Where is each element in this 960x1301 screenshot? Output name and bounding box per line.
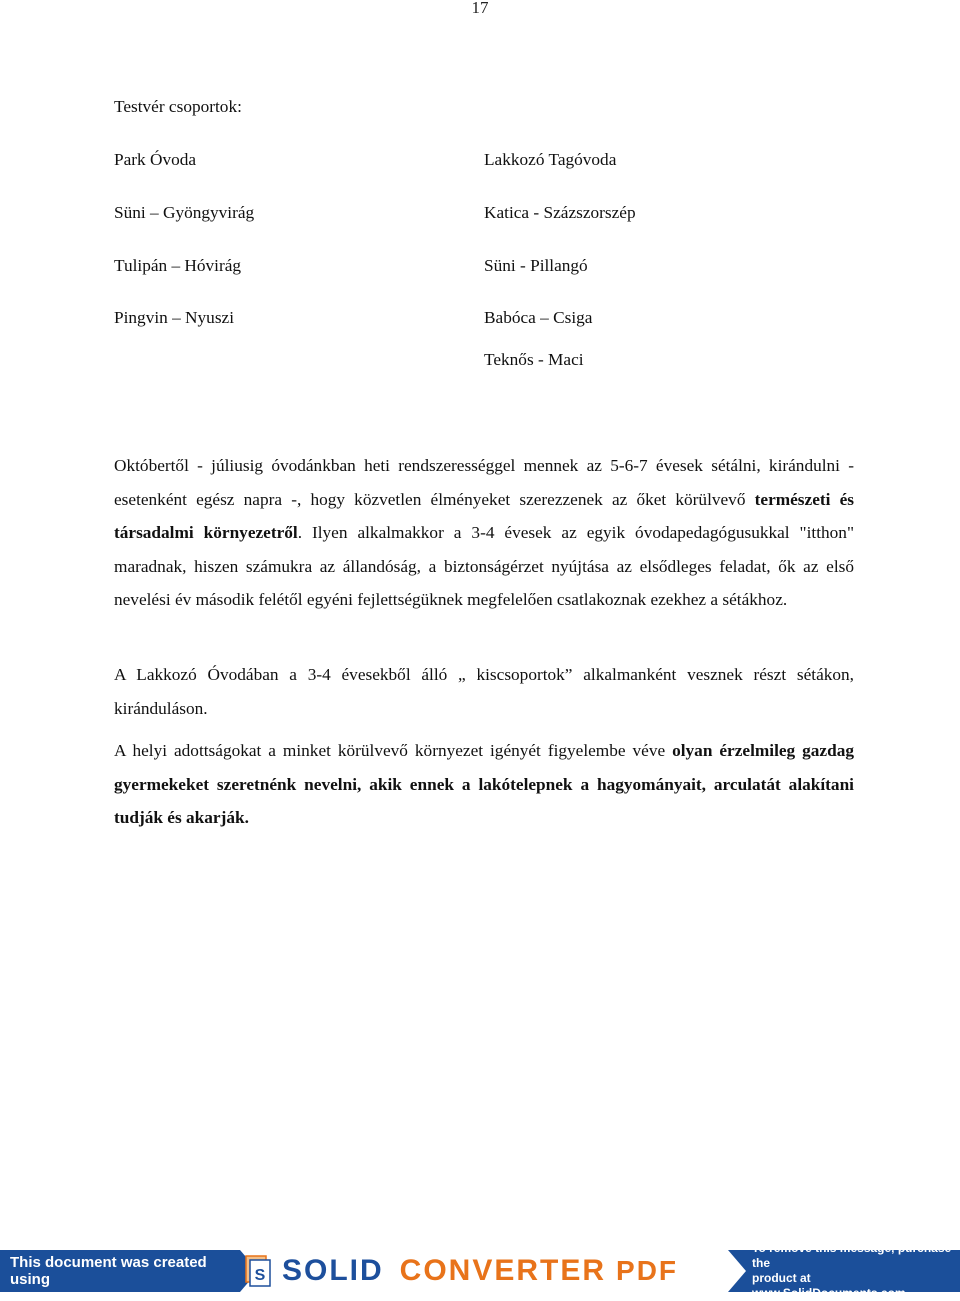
solid-logo-icon [244, 1254, 272, 1288]
paragraph-goals [114, 734, 854, 835]
pair-left-3: Tulipán – Hóvirág [114, 256, 242, 275]
footer-banner[interactable] [0, 1241, 960, 1300]
pair-right-1: Lakkozó Tagóvoda [484, 150, 617, 169]
paragraph-excursions-text-a: Októbertől - júliusig óvodánkban heti rendszerességgel mennek az 5-6-7 évesek sétálni, kirándulni - esetenként egész napra -, hogy közvetlen élményeket szerezzenek az őket körülvevő [114, 456, 854, 509]
paragraph-excursions [114, 449, 854, 617]
paragraph-goals-bold: olyan érzelmileg gazdag gyermekeket szeretnénk nevelni, akik ennek a lakótelepnek a hagyományait, arculatát alakítani tudják és akarják. [114, 741, 854, 827]
svg-text:S: S [254, 1267, 266, 1284]
pair-right-3: Süni - Pillangó [484, 256, 588, 275]
brand-pdf: PDF [616, 1255, 679, 1286]
pair-left-1: Park Óvoda [114, 150, 197, 169]
brand-solid: SOLID [282, 1254, 384, 1287]
pair-left-2: Süni – Gyöngyvirág [114, 203, 255, 222]
purchase-message[interactable] [728, 1241, 960, 1300]
paragraph-excursions-text-b: . Ilyen alkalmakkor a 3-4 évesek az egyik óvodapedagógusukkal "itthon" maradnak, hiszen számukra az állandóság, a biztonságérzet nyújtása az elsődleges feladat, ők az első nevelési év második felétől egyéni fejlettségüknek megfelelően csatlakoznak ezekhez a sétákhoz. [114, 523, 854, 609]
paragraph-excursions-bold: természeti és társadalmi környezetről [114, 489, 854, 542]
page-number: 17 [471, 0, 489, 17]
pair-right-4: Babóca – Csiga [484, 308, 593, 327]
paragraph-goals-text: A helyi adottságokat a minket körülvevő környezet igényét figyelembe véve [114, 741, 673, 760]
footer-created-using: This document was created using [0, 1250, 240, 1292]
purchase-line-2[interactable]: product at www.SolidDocuments.com [752, 1271, 906, 1300]
pair-left-4: Pingvin – Nyuszi [114, 308, 235, 327]
purchase-line-1: To remove this message, purchase the [752, 1241, 952, 1270]
pair-right-2: Katica - Százszorszép [484, 203, 636, 222]
brand-converter: CONVERTER [399, 1254, 607, 1287]
section-heading: Testvér csoportok: [114, 97, 242, 116]
paragraph-lakkozo: A Lakkozó Óvodában a 3-4 évesekből álló „ kiscsoportok” alkalmanként vesznek részt sétákon, kiránduláson. [114, 665, 854, 718]
solid-converter-brand [282, 1254, 678, 1288]
pair-right-5: Teknős - Maci [484, 350, 584, 369]
